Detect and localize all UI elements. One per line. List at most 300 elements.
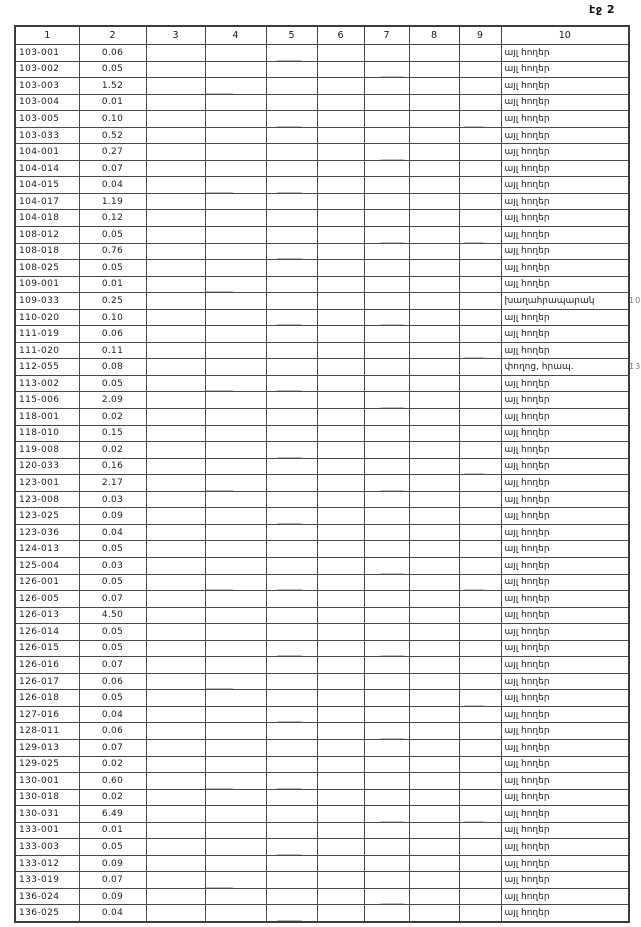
cell-parcel-code: 126-001 [15,574,79,591]
cell-empty [409,127,459,144]
cell-area-value: 0.07 [79,160,146,177]
column-header-3: 3 [146,26,205,45]
cell-land-use: այլ հողեր [501,557,629,574]
table-row [15,739,629,756]
cell-parcel-code: 104-018 [15,210,79,227]
table-row [15,392,629,409]
land-parcel-table [14,25,630,923]
cell-empty [266,806,317,823]
cell-empty [205,723,266,740]
cell-empty [146,210,205,227]
cell-empty [146,690,205,707]
cell-empty [459,260,501,277]
table-row [15,210,629,227]
cell-empty [317,739,364,756]
cell-area-value: 0.05 [79,61,146,78]
cell-empty [364,855,409,872]
cell-parcel-code: 103-033 [15,127,79,144]
cell-empty [317,61,364,78]
cell-land-use: այլ հողեր [501,276,629,293]
cell-land-use: այլ հողեր [501,309,629,326]
cell-empty [364,177,409,194]
cell-empty [205,127,266,144]
cell-parcel-code: 128-011 [15,723,79,740]
cell-area-value: 2.09 [79,392,146,409]
cell-empty [364,276,409,293]
cell-area-value: 1.52 [79,78,146,95]
cell-empty [364,475,409,492]
cell-empty [317,574,364,591]
cell-empty [205,210,266,227]
cell-empty [146,309,205,326]
cell-empty [146,425,205,442]
cell-land-use: այլ հողեր [501,591,629,608]
cell-empty [205,392,266,409]
cell-parcel-code: 126-018 [15,690,79,707]
cell-parcel-code: 126-016 [15,657,79,674]
cell-parcel-code: 123-008 [15,491,79,508]
cell-empty [205,375,266,392]
cell-parcel-code: 126-014 [15,624,79,641]
cell-empty [409,706,459,723]
cell-empty [364,375,409,392]
cell-empty [409,392,459,409]
cell-empty [146,607,205,624]
cell-empty [317,640,364,657]
cell-empty [364,888,409,905]
cell-empty [459,855,501,872]
cell-land-use: այլ հողեր [501,61,629,78]
cell-empty [317,541,364,558]
cell-area-value: 0.12 [79,210,146,227]
cell-empty [266,111,317,128]
cell-land-use: այլ հողեր [501,640,629,657]
cell-empty [317,458,364,475]
header-row [15,26,629,45]
table-row [15,524,629,541]
cell-land-use: այլ հողեր [501,409,629,426]
cell-parcel-code: 124-013 [15,541,79,558]
table-row [15,706,629,723]
cell-empty [146,789,205,806]
cell-empty [146,491,205,508]
cell-empty [409,111,459,128]
cell-empty [459,508,501,525]
cell-empty [266,458,317,475]
cell-empty [459,739,501,756]
cell-parcel-code: 111-020 [15,342,79,359]
cell-empty [266,773,317,790]
cell-empty [146,855,205,872]
column-header-5: 5 [266,26,317,45]
cell-land-use: այլ հողեր [501,144,629,161]
cell-empty [205,657,266,674]
cell-empty [205,409,266,426]
table-row [15,822,629,839]
cell-empty [146,160,205,177]
cell-land-use: այլ հողեր [501,690,629,707]
cell-parcel-code: 109-001 [15,276,79,293]
margin-mark: 10 [629,296,641,305]
cell-empty [409,375,459,392]
cell-parcel-code: 130-031 [15,806,79,823]
cell-empty [459,111,501,128]
cell-empty [459,839,501,856]
cell-empty [459,227,501,244]
cell-empty [146,442,205,459]
cell-empty [205,574,266,591]
cell-empty [205,326,266,343]
cell-area-value: 0.01 [79,276,146,293]
cell-empty [146,276,205,293]
cell-empty [205,475,266,492]
table-row [15,260,629,277]
cell-empty [266,624,317,641]
cell-empty [146,227,205,244]
cell-empty [266,706,317,723]
cell-area-value: 0.07 [79,657,146,674]
cell-empty [205,260,266,277]
cell-empty [409,888,459,905]
table-row [15,326,629,343]
cell-area-value: 0.16 [79,458,146,475]
cell-empty [205,822,266,839]
cell-empty [205,855,266,872]
cell-empty [317,524,364,541]
cell-empty [205,78,266,95]
cell-area-value: 0.05 [79,640,146,657]
table-row [15,855,629,872]
cell-empty [409,78,459,95]
cell-empty [317,309,364,326]
cell-empty [205,541,266,558]
cell-empty [364,723,409,740]
table-row [15,375,629,392]
cell-empty [205,458,266,475]
cell-empty [317,806,364,823]
cell-empty [146,839,205,856]
cell-empty [409,491,459,508]
column-header-9: 9 [459,26,501,45]
cell-empty [266,574,317,591]
cell-empty [409,210,459,227]
cell-empty [459,359,501,376]
cell-empty [459,905,501,922]
cell-parcel-code: 108-018 [15,243,79,260]
cell-empty [266,94,317,111]
cell-empty [205,739,266,756]
cell-empty [459,45,501,62]
table-row [15,342,629,359]
cell-parcel-code: 126-017 [15,673,79,690]
cell-land-use: այլ հողեր [501,111,629,128]
cell-empty [317,144,364,161]
cell-empty [266,276,317,293]
cell-empty [146,458,205,475]
cell-empty [317,111,364,128]
cell-empty [205,144,266,161]
cell-empty [409,475,459,492]
column-header-4: 4 [205,26,266,45]
cell-empty [459,425,501,442]
table-row [15,888,629,905]
cell-empty [266,888,317,905]
cell-empty [459,640,501,657]
cell-empty [459,375,501,392]
cell-parcel-code: 126-005 [15,591,79,608]
cell-empty [317,260,364,277]
cell-parcel-code: 109-033 [15,293,79,310]
cell-empty [266,739,317,756]
cell-empty [146,177,205,194]
cell-parcel-code: 126-013 [15,607,79,624]
cell-parcel-code: 110-020 [15,309,79,326]
cell-area-value: 0.02 [79,442,146,459]
cell-empty [459,888,501,905]
cell-empty [409,541,459,558]
cell-empty [459,160,501,177]
table-row [15,673,629,690]
cell-empty [364,392,409,409]
table-row [15,905,629,922]
cell-empty [317,624,364,641]
cell-area-value: 0.03 [79,491,146,508]
cell-land-use: այլ հողեր [501,657,629,674]
cell-empty [409,574,459,591]
cell-area-value: 0.10 [79,111,146,128]
cell-empty [146,640,205,657]
cell-land-use: այլ հողեր [501,624,629,641]
cell-area-value: 0.02 [79,789,146,806]
cell-empty [409,193,459,210]
cell-empty [409,276,459,293]
cell-empty [364,508,409,525]
cell-land-use: այլ հողեր [501,210,629,227]
cell-empty [205,756,266,773]
cell-land-use: այլ հողեր [501,905,629,922]
cell-empty [409,177,459,194]
table-row [15,872,629,889]
cell-empty [266,690,317,707]
cell-empty [317,78,364,95]
cell-empty [317,673,364,690]
cell-empty [205,45,266,62]
cell-empty [459,607,501,624]
cell-empty [266,855,317,872]
cell-empty [459,326,501,343]
cell-land-use: խաղահրապարակ [501,293,629,310]
cell-empty [317,557,364,574]
cell-parcel-code: 120-033 [15,458,79,475]
cell-empty [317,839,364,856]
cell-land-use: այլ հողեր [501,475,629,492]
cell-empty [317,193,364,210]
cell-empty [317,293,364,310]
cell-empty [266,524,317,541]
cell-parcel-code: 104-001 [15,144,79,161]
cell-empty [146,111,205,128]
cell-area-value: 0.03 [79,557,146,574]
cell-empty [146,326,205,343]
cell-empty [459,491,501,508]
cell-empty [146,591,205,608]
cell-empty [317,491,364,508]
cell-empty [205,806,266,823]
table-row [15,541,629,558]
cell-land-use: այլ հողեր [501,375,629,392]
table-row [15,160,629,177]
cell-area-value: 0.08 [79,359,146,376]
table-row [15,508,629,525]
cell-empty [266,78,317,95]
cell-empty [459,409,501,426]
cell-empty [409,855,459,872]
cell-empty [266,673,317,690]
cell-land-use: այլ հողեր [501,94,629,111]
table-row [15,458,629,475]
cell-land-use: այլ հողեր [501,177,629,194]
column-header-1: 1 [15,26,79,45]
cell-empty [459,591,501,608]
cell-parcel-code: 104-014 [15,160,79,177]
table-row [15,94,629,111]
cell-empty [317,160,364,177]
cell-empty [459,127,501,144]
cell-land-use: այլ հողեր [501,227,629,244]
cell-empty [205,276,266,293]
cell-empty [205,309,266,326]
table-row [15,193,629,210]
cell-empty [205,624,266,641]
cell-empty [205,243,266,260]
cell-parcel-code: 119-008 [15,442,79,459]
cell-empty [409,723,459,740]
cell-empty [364,210,409,227]
cell-empty [205,557,266,574]
cell-empty [459,61,501,78]
cell-land-use: այլ հողեր [501,78,629,95]
cell-parcel-code: 115-006 [15,392,79,409]
cell-land-use: այլ հողեր [501,723,629,740]
cell-empty [266,45,317,62]
cell-empty [266,193,317,210]
cell-empty [146,673,205,690]
cell-land-use: այլ հողեր [501,607,629,624]
cell-land-use: այլ հողեր [501,524,629,541]
cell-land-use: այլ հողեր [501,260,629,277]
cell-empty [459,806,501,823]
cell-empty [409,458,459,475]
cell-parcel-code: 125-004 [15,557,79,574]
cell-empty [459,293,501,310]
cell-empty [459,574,501,591]
cell-empty [205,177,266,194]
column-header-8: 8 [409,26,459,45]
cell-empty [146,541,205,558]
cell-area-value: 0.07 [79,739,146,756]
cell-empty [266,243,317,260]
cell-land-use: այլ հողեր [501,855,629,872]
cell-empty [364,574,409,591]
column-header-10: 10 [501,26,629,45]
cell-land-use: այլ հողեր [501,541,629,558]
table-row [15,839,629,856]
cell-empty [364,45,409,62]
cell-empty [364,326,409,343]
cell-empty [409,690,459,707]
cell-empty [459,177,501,194]
cell-empty [409,508,459,525]
cell-empty [205,227,266,244]
cell-empty [364,557,409,574]
cell-parcel-code: 111-019 [15,326,79,343]
table-row [15,756,629,773]
cell-empty [146,806,205,823]
cell-land-use: այլ հողեր [501,491,629,508]
cell-empty [266,375,317,392]
cell-empty [317,905,364,922]
cell-empty [317,359,364,376]
cell-empty [459,773,501,790]
cell-empty [317,210,364,227]
cell-empty [409,409,459,426]
table-row [15,723,629,740]
cell-empty [459,822,501,839]
cell-area-value: 6.49 [79,806,146,823]
table-row [15,425,629,442]
cell-empty [364,193,409,210]
cell-empty [146,773,205,790]
cell-empty [317,888,364,905]
cell-empty [409,61,459,78]
cell-empty [205,673,266,690]
cell-land-use: այլ հողեր [501,160,629,177]
cell-parcel-code: 136-024 [15,888,79,905]
cell-parcel-code: 113-002 [15,375,79,392]
cell-empty [317,690,364,707]
cell-empty [317,342,364,359]
cell-empty [409,442,459,459]
cell-empty [364,293,409,310]
cell-land-use: այլ հողեր [501,326,629,343]
cell-empty [146,557,205,574]
cell-empty [317,442,364,459]
cell-empty [146,574,205,591]
cell-empty [146,723,205,740]
cell-empty [459,442,501,459]
cell-empty [459,210,501,227]
cell-empty [364,227,409,244]
cell-land-use: այլ հողեր [501,127,629,144]
cell-empty [205,640,266,657]
cell-empty [317,822,364,839]
cell-empty [266,756,317,773]
cell-land-use: այլ հողեր [501,425,629,442]
cell-empty [266,144,317,161]
table-row [15,276,629,293]
cell-empty [317,177,364,194]
cell-land-use: այլ հողեր [501,342,629,359]
cell-empty [459,309,501,326]
cell-empty [205,872,266,889]
cell-empty [459,872,501,889]
cell-empty [146,293,205,310]
cell-area-value: 0.11 [79,342,146,359]
cell-empty [205,607,266,624]
cell-empty [266,491,317,508]
cell-empty [364,94,409,111]
table-row [15,243,629,260]
